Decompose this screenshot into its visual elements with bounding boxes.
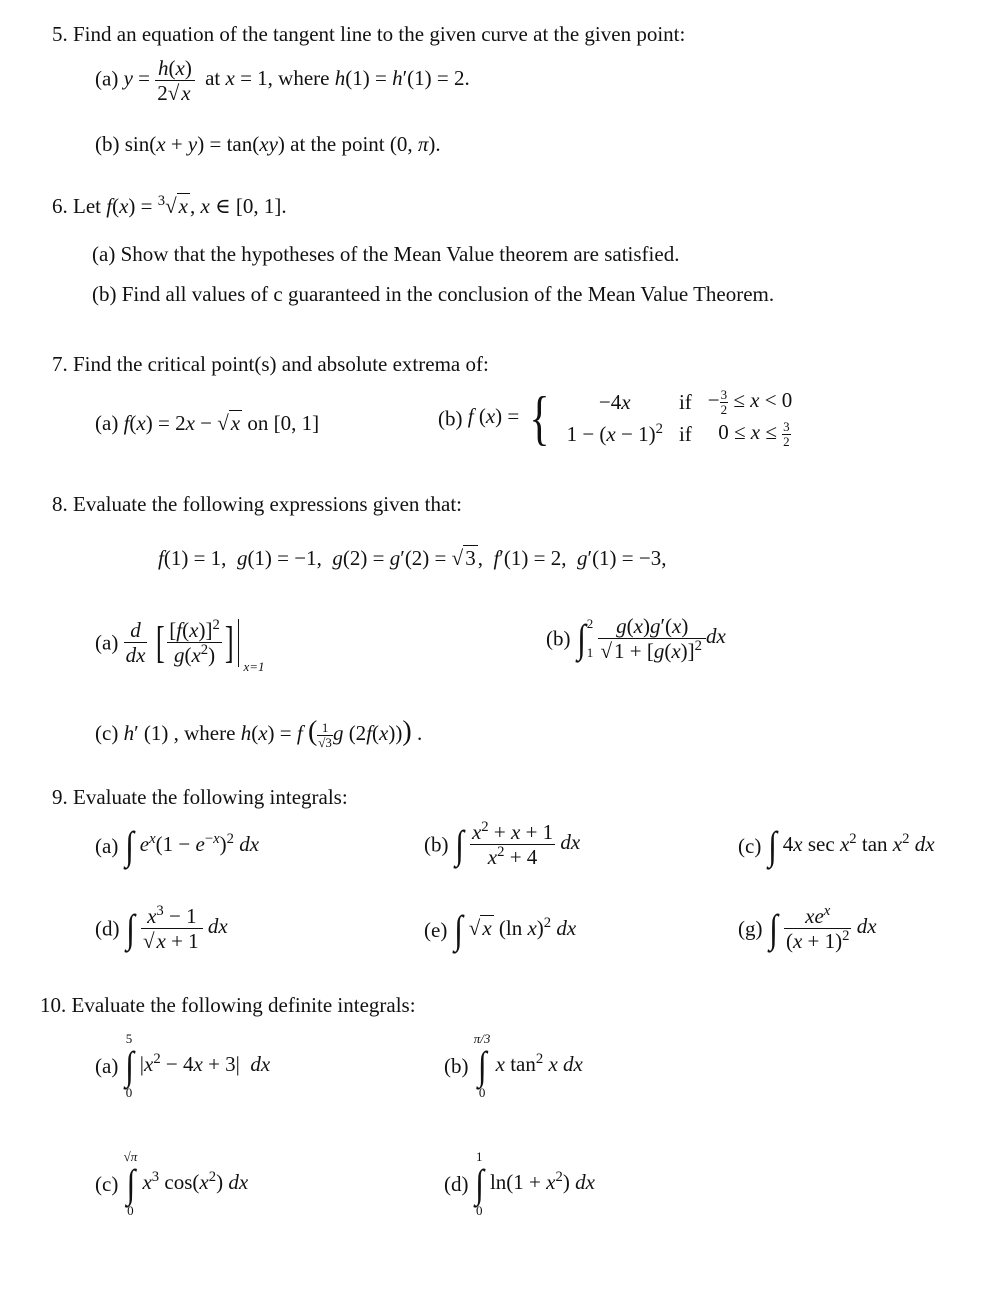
- problem-9d: [95, 904, 228, 953]
- problem-5-prompt: Find an equation of the tangent line to the given curve at the given point:: [73, 22, 686, 46]
- problem-9e-math: ∫ √x (ln x)$^2$ dx: [453, 907, 577, 952]
- problem-9d-label: (d): [95, 916, 120, 941]
- problem-5b-label: (b): [95, 132, 120, 156]
- problem-10a: [95, 1032, 270, 1101]
- problem-5-number: 5.: [52, 22, 68, 46]
- problem-10d: [444, 1150, 595, 1219]
- problem-6a-label: (a): [92, 242, 116, 266]
- problem-9e: [424, 907, 577, 952]
- problem-8a-label: (a): [95, 630, 119, 655]
- problem-9c: [738, 823, 935, 868]
- problem-6a: [92, 242, 679, 266]
- problem-7-heading: [52, 352, 489, 376]
- problem-9c-label: (c): [738, 833, 762, 858]
- problem-8c-label: (c): [95, 721, 119, 745]
- problem-6-prompt: Let f(x) = $^3$√x, x ∈ [0, 1].: [73, 193, 287, 218]
- problem-8b: [546, 614, 726, 663]
- problem-9a-math: ∫ $e^x(1 - e^{-x})^2$ dx: [124, 823, 260, 868]
- problem-10b-math: π/3 ∫ 0 x $\tan^2 x$ dx: [473, 1031, 583, 1101]
- problem-6b-text: Find all values of c guaranteed in the conclusion of the Mean Value Theorem.: [121, 282, 775, 306]
- problem-10-number: 10.: [40, 993, 67, 1017]
- problem-5-heading: [52, 22, 685, 46]
- problem-8c: [95, 716, 422, 749]
- problem-10-prompt: Evaluate the following definite integrals:: [71, 993, 416, 1017]
- problem-9a-label: (a): [95, 833, 119, 858]
- problem-6b-label: (b): [92, 282, 117, 306]
- problem-10c-math: √π ∫ 0 $x^3$ $\cos(x^2)$ dx: [123, 1149, 249, 1219]
- problem-9g-label: (g): [738, 916, 763, 941]
- problem-8b-label: (b): [546, 626, 571, 651]
- problem-5a-math: y = $\frac{h(x)}{2√x}$ at x = 1, where h(1) = h′(1) = 2.: [123, 56, 470, 106]
- problem-9-heading: [52, 785, 348, 809]
- problem-8a-math: $\frac{d}{dx}$ [ $\frac{[f(x)]^2}{g(x^2)}$ ] x=1: [125, 617, 265, 674]
- problem-9d-math: ∫ $\frac{x^3 - 1}{√x + 1}$ dx: [125, 903, 228, 954]
- problem-10-heading: [40, 993, 416, 1017]
- problem-6-heading: [52, 194, 287, 218]
- problem-9c-math: ∫ 4x $\sec x^2$ $\tan x^2$ dx: [767, 823, 935, 868]
- problem-9b-label: (b): [424, 832, 449, 857]
- problem-8-number: 8.: [52, 492, 68, 516]
- problem-5b: [95, 132, 441, 156]
- problem-7b: [438, 386, 800, 451]
- problem-9-number: 9.: [52, 785, 68, 809]
- problem-10d-math: 1 ∫ 0 $\ln(1 + x^2)$ dx: [474, 1149, 595, 1219]
- problem-9-prompt: Evaluate the following integrals:: [73, 785, 348, 809]
- problem-10d-label: (d): [444, 1172, 469, 1197]
- problem-9g-math: ∫ $\frac{xe^x}{(x + 1)^2}$ dx: [768, 903, 877, 954]
- problem-6-number: 6.: [52, 194, 68, 218]
- problem-7a-math: f(x) = 2x − √x on [0, 1]: [123, 411, 320, 435]
- problem-10c-label: (c): [95, 1172, 119, 1197]
- problem-7-prompt: Find the critical point(s) and absolute extrema of:: [73, 352, 489, 376]
- problem-5b-math: sin(x + y) = tan(xy) at the point (0, π).: [124, 132, 441, 156]
- problem-9a: [95, 823, 260, 868]
- problem-9b-math: ∫ $\frac{x^2 + x + 1}{x^2 + 4}$ dx: [454, 819, 581, 870]
- problem-10b: [444, 1032, 583, 1101]
- problem-10a-math: 5 ∫ 0 $|x^2 - 4x + 3|$ dx: [124, 1031, 271, 1101]
- problem-7a: [95, 411, 319, 435]
- problem-9e-label: (e): [424, 917, 448, 942]
- problem-10c: [95, 1150, 248, 1219]
- problem-9g: [738, 904, 877, 953]
- problem-7b-math: f (x) = { −4x if − $\frac{3}{2}$ ≤ x < 0 $1 - (x - 1)^2$ if 0 ≤ x ≤ $\frac{3}{2}$: [467, 385, 793, 452]
- problem-8c-math: h′ (1) , where h(x) = f ( $\frac{1}{√3}$ g (2f(x))) .: [123, 716, 423, 750]
- problem-8-prompt: Evaluate the following expressions given that:: [73, 492, 462, 516]
- problem-10a-label: (a): [95, 1054, 119, 1079]
- problem-7b-label: (b): [438, 406, 463, 431]
- problem-10b-label: (b): [444, 1054, 469, 1079]
- problem-8-given: f(1) = 1, g(1) = −1, g(2) = g′(2) = √3, f′(1) = 2, g′(1) = −3,: [158, 546, 667, 570]
- problem-5a: [95, 56, 470, 105]
- problem-7-number: 7.: [52, 352, 68, 376]
- problem-6a-text: Show that the hypotheses of the Mean Value theorem are satisfied.: [120, 242, 680, 266]
- problem-6b: [92, 282, 774, 306]
- problem-8a: [95, 617, 265, 674]
- problem-5a-label: (a): [95, 66, 119, 91]
- problem-7a-label: (a): [95, 411, 119, 435]
- problem-8b-math: ∫ 2 1 $\frac{g(x)g'(x)}{√1 + [g(x)]^2}$ dx: [576, 614, 726, 664]
- problem-9b: [424, 820, 580, 869]
- problem-8-heading: [52, 492, 462, 516]
